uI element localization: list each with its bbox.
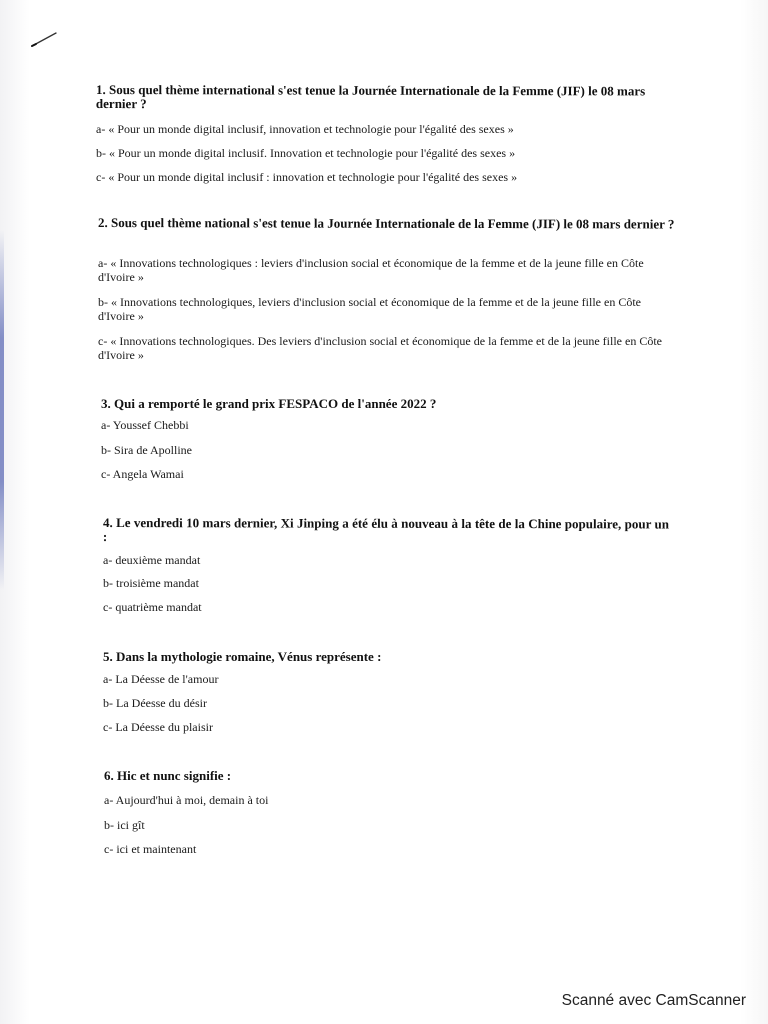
question-1-option-a: a- « Pour un monde digital inclusif, innovation et technologie pour l'égalité des sexes » bbox=[96, 122, 514, 136]
question-5-option-a: a- La Déesse de l'amour bbox=[103, 672, 219, 686]
camscanner-watermark: Scanné avec CamScanner bbox=[561, 992, 746, 1009]
question-3-option-b: b- Sira de Apolline bbox=[101, 443, 192, 457]
question-5-option-c: c- La Déesse du plaisir bbox=[103, 720, 213, 734]
question-2-option-b: b- « Innovations technologiques, leviers d'inclusion social et économique de la femme et de la jeune fille en Côte d'Ivoire » bbox=[98, 295, 641, 323]
question-2-title: 2. Sous quel thème national s'est tenue la Journée Internationale de la Femme (JIF) le 08 mars dernier ? bbox=[97, 215, 675, 232]
question-6-title: 6. Hic et nunc signifie : bbox=[104, 768, 232, 783]
question-3-option-c: c- Angela Wamai bbox=[101, 467, 184, 481]
question-1-option-c: c- « Pour un monde digital inclusif : innovation et technologie pour l'égalité des sexes » bbox=[96, 170, 518, 184]
question-6-option-b: b- ici gît bbox=[104, 818, 145, 832]
question-6-option-a: a- Aujourd'hui à moi, demain à toi bbox=[104, 793, 269, 807]
question-2-option-c: c- « Innovations technologiques. Des leviers d'inclusion social et économique de la femme et de la jeune fille en Côte d'Ivoire » bbox=[98, 334, 662, 362]
question-3-option-a: a- Youssef Chebbi bbox=[101, 418, 189, 432]
question-4-option-b: b- troisième mandat bbox=[103, 576, 199, 590]
question-5-title: 5. Dans la mythologie romaine, Vénus représente : bbox=[103, 649, 382, 664]
question-4-title: 4. Le vendredi 10 mars dernier, Xi Jinping a été élu à nouveau à la tête de la Chine populaire, pour un : bbox=[102, 515, 670, 545]
question-5-option-b: b- La Déesse du désir bbox=[103, 696, 207, 710]
question-2-option-a: a- « Innovations technologiques : leviers d'inclusion social et économique de la femme et de la jeune fille en Côte d'Ivoire » bbox=[98, 256, 644, 284]
question-4-option-a: a- deuxième mandat bbox=[103, 553, 201, 567]
question-6-option-c: c- ici et maintenant bbox=[104, 842, 197, 856]
question-1-title: 1. Sous quel thème international s'est tenue la Journée Internationale de la Femme (JIF) le 08 mars dernier ? bbox=[95, 82, 646, 112]
question-4-option-c: c- quatrième mandat bbox=[103, 600, 202, 614]
question-1-option-b: b- « Pour un monde digital inclusif. Innovation et technologie pour l'égalité des sexes » bbox=[96, 146, 516, 160]
question-3-title: 3. Qui a remporté le grand prix FESPACO de l'année 2022 ? bbox=[101, 396, 437, 411]
